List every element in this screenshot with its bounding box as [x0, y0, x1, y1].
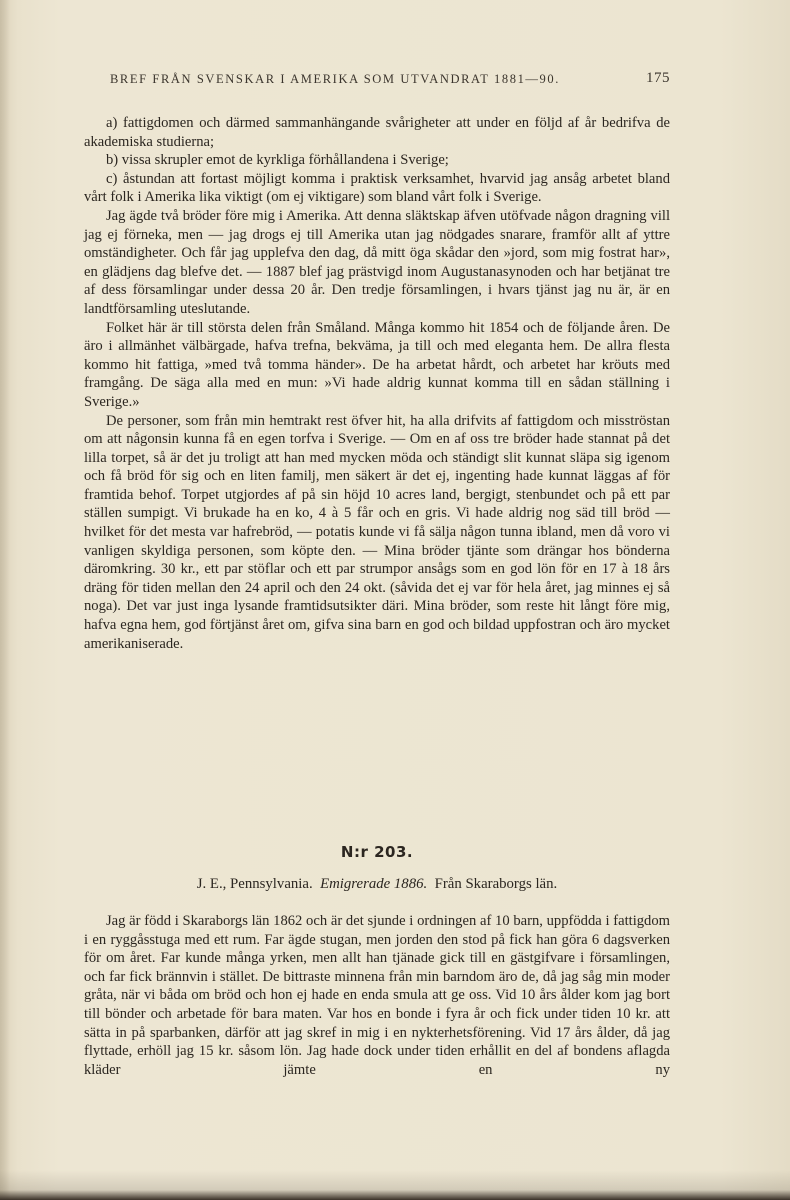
- running-title: BREF FRÅN SVENSKAR I AMERIKA SOM UTVANDRAT 1881—90.: [110, 72, 560, 86]
- page-number: 175: [646, 70, 670, 86]
- paragraph: Jag ägde två bröder före mig i Amerika. Att denna släktskap äfven utöfvade någon dragning vill jag ej förneka, men — jag drogs ej till Amerika utan jag nödgades snarare, framför allt af yttre omständigheter. Och får jag upplefva den dag, då mitt öga skådar den »jord, som mig fostrat har», en glädjens dag blefve det. — 1887 blef jag prästvigd inom Augustanasynoden och har betjänat tre af dess församlingar under dessa 20 år. Den tredje församlingen, i hvars tjänst jag nu är, är en landtförsamling uteslutande.: [84, 207, 670, 317]
- paragraph: Folket här är till största delen från Småland. Många kommo hit 1854 och de följande åren. De äro i allmänhet välbärgade, hafva trefna, bekväma, ja till och med eleganta hem. De allra flesta kommo hit fattiga, »med två tomma händer». De ha arbetat hårdt, och arbetet har kröuts med framgång. De säga alla med en mun: »Vi hade aldrig kunnat komma till en sådan ställning i Sverige.»: [84, 319, 670, 410]
- paragraph: Jag är född i Skaraborgs län 1862 och är det sjunde i ordningen af 10 barn, uppfödda i fattigdom i en ryggåsstuga med ett rum. Far ägde stugan, men jorden den stod på fick han göra 6 dagsverken för om året. Far kunde många yrken, men allt han tjänade gick till en gästgifvare i församlingen, och far fick brännvin i stället. De bittraste minnena från min barndom äro de, då jag såg min moder gråta, när vi båda om bröd och hon ej hade en enda smula att ge oss. Vid 10 års ålder kom jag bort till bönder och arbetade för bara maten. Var hos en bonde i fyra år och fick under tiden 10 kr. att sätta in på sparbanken, därför att jag skref in mig i en nykterhetsförening. Vid 17 års ålder, då jag flyttade, erhöll jag 15 kr. såsom lön. Jag hade dock under tiden erhållit en del af bondens aflagda kläder jämte en ny: [84, 913, 670, 1078]
- emigration-year: Emigrerade 1886.: [320, 876, 428, 892]
- running-head: [110, 72, 670, 87]
- page-bottom-edge: [0, 1170, 790, 1200]
- letter-subheading: [84, 876, 670, 893]
- letter-number-heading: N:r 203.: [340, 843, 414, 861]
- paragraph: b) vissa skrupler emot de kyrkliga förhållandena i Sverige;: [106, 152, 449, 169]
- paragraph: c) åstundan att fortast möjligt komma i praktisk verksamhet, hvarvid jag ansåg arbetet bland vårt folk i Amerika lika viktigt (om ej viktigare) som bland vårt folk i Sverige.: [84, 170, 670, 206]
- paragraph: a) fattigdomen och därmed sammanhängande svårigheter att under en följd af år bedrifva de akademiska studierna;: [84, 115, 670, 150]
- letter-body: [84, 912, 670, 1079]
- paragraph: De personer, som från min hemtrakt rest öfver hit, ha alla drifvits af fattigdom och misströstan om att någonsin kunna få en egen torfva i Sverige. — Om en af oss tre bröder hade stannat på det lilla torpet, så är det ju troligt att han med mycken möda och ständigt slit kunnat släpa sig igenom och få bröd för sig och en liten familj, men säkert är det ej, ingenting hade kunnat läggas af för framtida behof. Torpet utgjordes af på sin höjd 10 acres land, bergigt, stenbundet och på ett par ställen sumpigt. Vi brukade ha en ko, 4 à 5 får och en gris. Vi hade aldrig nog säd till bröd — hvilket för det mesta var hafrebröd, — potatis kunde vi få sälja någon tunna ibland, men då voro vi vanligen skyldiga personen, som köpte den. — Mina bröder tjänte som drängar hos bönderna däromkring. 30 kr., ett par stöflar och ett par strumpor ansågs som en god lön för en 17 à 18 års dräng för tiden mellan den 24 april och den 24 okt. (såvida det ej var för hela året, jag minnes ej så noga). Det var just inga lysande framtidsutsikter däri. Mina bröder, som reste hit långt före mig, hafva egna hem, god förtjänst året om, gifva sina barn en god och bildad uppfostran och äro mycket amerikaniserade.: [84, 412, 670, 652]
- author-place: J. E., Pennsylvania.: [196, 876, 313, 892]
- origin-county: Från Skaraborgs län.: [434, 876, 558, 892]
- binding-shadow: [0, 0, 10, 1200]
- body-text-section: [84, 114, 670, 653]
